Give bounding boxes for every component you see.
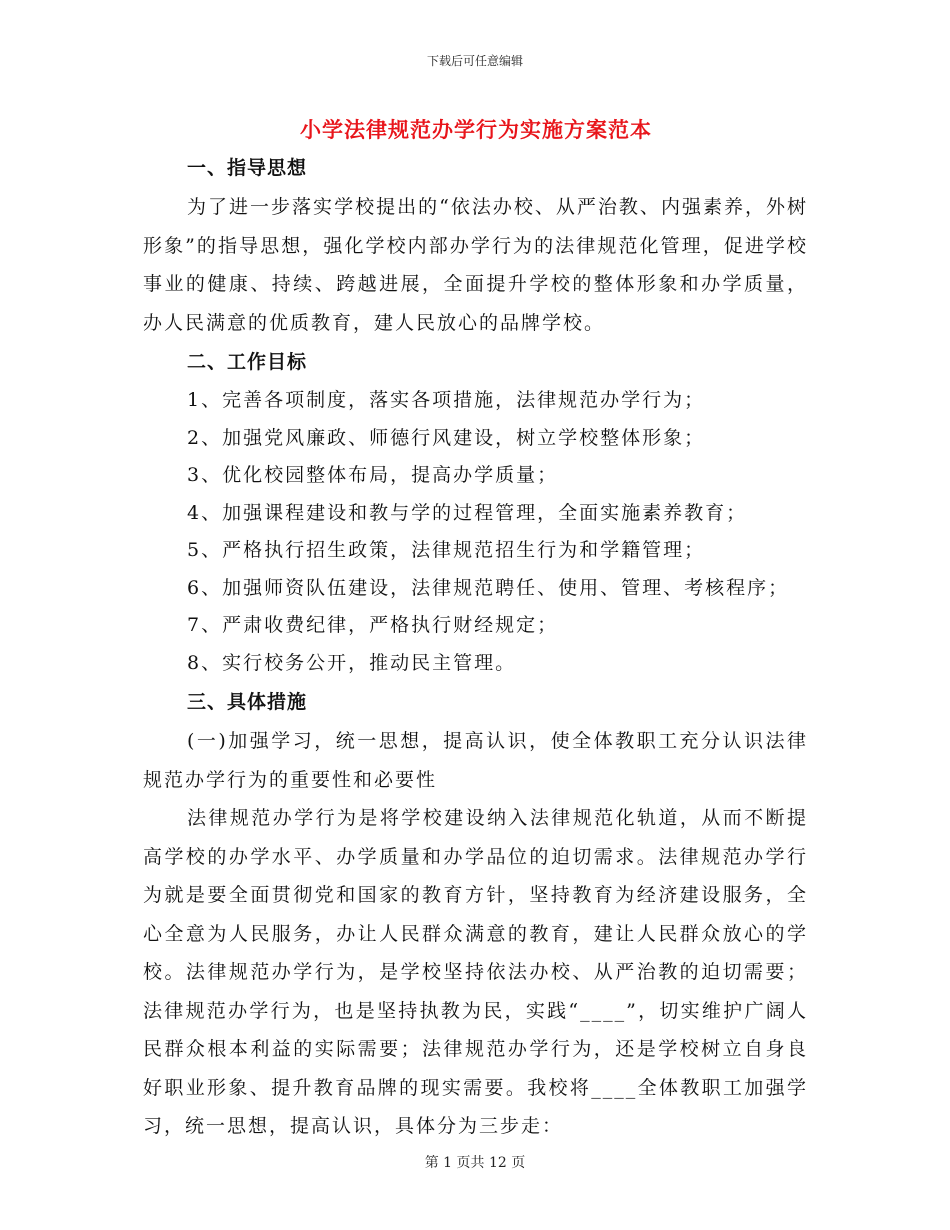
section-heading-work-goals: 二、工作目标 — [187, 351, 308, 373]
goal-item: 2、加强党风廉政、师德行风建设，树立学校整体形象； — [187, 426, 706, 449]
document-title: 小学法律规范办学行为实施方案范本 — [300, 117, 652, 142]
section-heading-guiding-ideology: 一、指导思想 — [187, 157, 308, 179]
goal-item: 4、加强课程建设和教与学的过程管理，全面实施素养教育； — [187, 501, 748, 524]
goal-item: 8、实行校务公开，推动民主管理。 — [187, 651, 517, 674]
header-note: 下载后可任意编辑 — [426, 54, 523, 68]
goal-item: 5、严格执行招生政策，法律规范招生行为和学籍管理； — [187, 539, 706, 561]
section-heading-specific-measures: 三、具体措施 — [187, 691, 308, 713]
page-footer: 第 1 页共 12 页 — [424, 1155, 526, 1171]
goal-item: 6、加强师资队伍建设，法律规范聘任、使用、管理、考核程序； — [187, 576, 790, 599]
goal-item: 1、完善各项制度，落实各项措施，法律规范办学行为； — [187, 389, 706, 411]
goal-item: 7、严肃收费纪律，严格执行财经规定； — [187, 614, 559, 636]
paragraph-measure-1: 法律规范办学行为是将学校建设纳入法律规范化轨道，从而不断提高学校的办学水平、办学质量和办学品位的迫切需求。法律规范办学行为就是要全面贯彻党和国家的教育方针，坚持教育为经济建设服务，全心全意为人民服务，办让人民群众满意的教育，建让人民群众放心的学校。法律规范办学行为，是学校坚持依法办校、从严治教的迫切需要；法律规范办学行为，也是坚持执教为民，实践“____”，切实维护广阔人民群众根本利益的实际需要；法律规范办学行为，还是学校树立自身良好职业形象、提升教育品牌的现实需要。我校将____全体教职工加强学习，统一思想，提高认识，具体分为三步走： — [143, 807, 808, 1137]
goal-item: 3、优化校园整体布局，提高办学质量； — [187, 464, 559, 486]
document-body — [143, 148, 808, 1146]
paragraph-guiding-ideology: 为了进一步落实学校提出的“依法办校、从严治教、内强素养，外树形象”的指导思想，强化学校内部办学行为的法律规范化管理，促进学校事业的健康、持续、跨越进展，全面提升学校的整体形象和办学质量，办人民满意的优质教育，建人民放心的品牌学校。 — [143, 196, 808, 334]
subheading-measure-1: (一)加强学习，统一思想，提高认识，使全体教职工充分认识法律规范办学行为的重要性和必要性 — [143, 730, 808, 791]
